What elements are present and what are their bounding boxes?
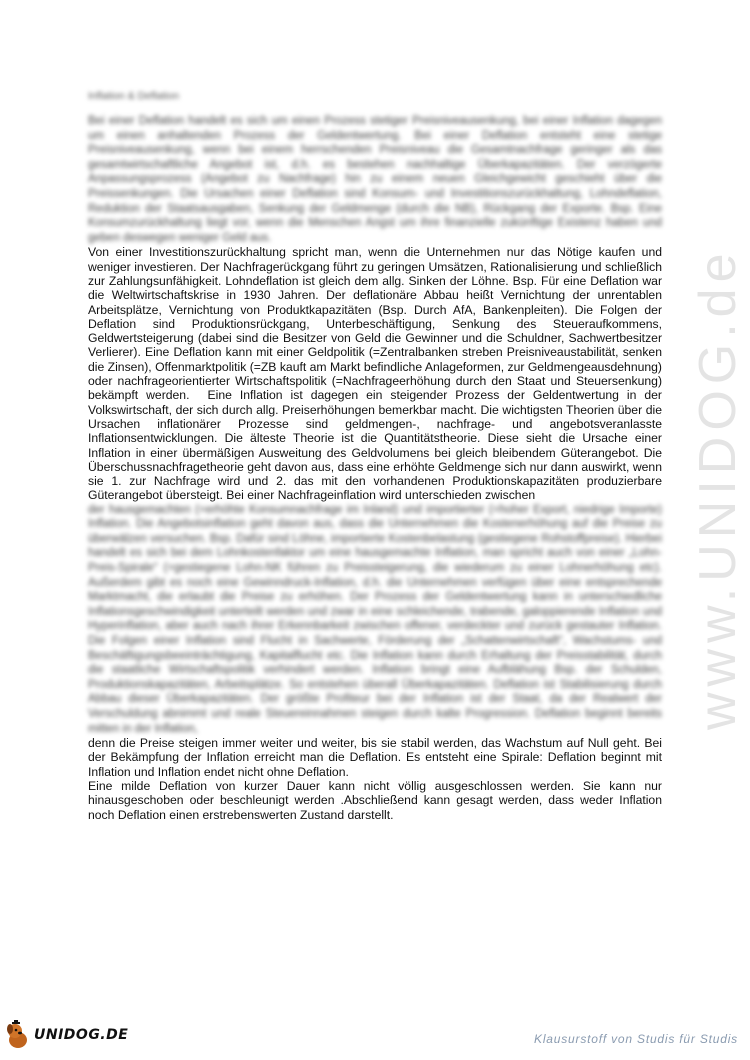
paragraph-main [88, 245, 662, 502]
footer-tagline: Klausurstoff von Studis für Studis [534, 1032, 738, 1046]
document-title: Inflation & Deflation [88, 90, 180, 102]
dog-mascot-icon [4, 1020, 32, 1050]
watermark: www.UNIDOG.de [689, 247, 747, 730]
paragraph-bottom-2: Eine milde Deflation von kurzer Dauer kann nicht völlig ausgeschlossen werden. Sie kann nur hinausgeschoben oder beschleunigt werden .Abschließend kann gesagt werden, dass weder Inflation noch Deflation einen erstrebenswerten Zustand darstellt. [88, 779, 662, 822]
paragraph-bottom-1: denn die Preise steigen immer weiter und weiter, bis sie stabil werden, das Wachstum auf Null geht. Bei der Bekämpfung der Inflation erreicht man die Deflation. Es entsteht eine Spirale: Deflation beginnt mit Inflation und Inflation endet nicht ohne Deflation. [88, 736, 662, 779]
blurred-paragraph-top: Bei einer Deflation handelt es sich um einen Prozess stetiger Preisniveausenkung, bei einer Inflation dagegen um einen anhaltenden Prozess der Geldentwertung. Bei einer Deflation entsteht eine stetige Preisniveausenkung, wenn bei einem herrschenden Preisniveau die Gesamtnachfrage geringer als das gesamtwirtschaftliche Angebot ist, d.h. es bestehen nachhaltige Überkapazitäten. Der verzögerte Anpassungsprozess (Angebot zu Nachfrage) hin zu einem neuen Gleichgewicht geschieht über die Preissenkungen. Die Ursachen einer Deflation sind Konsum- und Investitionszurückhaltung, Lohndeflation, Reduktion der Staatsausgaben, Senkung der Geldmenge (durch die NB), Rückgang der Exporte. Bsp. Eine Konsumzurückhaltung liegt vor, wenn die Menschen Angst um ihre finanzielle zukünftige Existenz haben und geben deswegen weniger Geld aus. [88, 115, 662, 244]
paragraph-deflation: Von einer Investitionszurückhaltung spricht man, wenn die Unternehmen nur das Nötige kaufen und weniger investieren. Der Nachfragerückgang führt zu geringen Umsätzen, Rationalisierung und schließlich zur Zahlungsunfähigkeit. Lohndeflation ist gleich dem allg. Sinken der Löhne. Bsp. Für eine Deflation war die Weltwirtschaftskrise in 1930 Jahren. Der deflationäre Abbau heißt Vernichtung der unrentablen Arbeitsplätze, Vernichtung von Produktkapazitäten (Bsp. Durch AfA, Bankenpleiten). Die Folgen der Deflation sind Produktionsrückgang, Unterbeschäftigung, Senkung des Steueraufkommens, Geldwertsteigerung (dabei sind die Besitzer von Geld die Gewinner und die Schuldner, Sachwertbesitzer Verlierer). Eine Deflation kann mit einer Geldpolitik (=Zentralbanken streben Preisniveaustabilität, senken die Zinsen), Offenmarktpolitik (=ZB kauft am Markt befindliche Anlageformen, zur Geldmengeausdehnung) oder nachfrageorientierter Wirtschaftspolitik (=Nachfrageerhöhung durch den Staat und Steuersenkung) bekämpft werden. [88, 245, 662, 403]
paragraph-inflation: Eine Inflation ist dagegen ein steigender Prozess der Geldentwertung in der Volkswirtschaft, der sich durch allg. Preiserhöhungen bemerkbar macht. Die wichtigsten Theorien über die Ursachen inflationärer Prozesse sind geldmengen-, nachfrage- und angebotsveranlasste Inflationsentwicklungen. Die älteste Theorie ist die Quantitätstheorie. Diese sieht die Ursache einer Inflation in einer übermäßigen Ausweitung des Geldvolumens bei gleich bleibendem Güterangebot. Die Überschussnachfragetheorie geht davon aus, dass eine erhöhte Geldmenge sich nur dann auswirkt, wenn sie 1. zur Nachfrage wird und 2. das mit den vorhandenen Produktionskapazitäten produzierbare Güterangebot übersteigt. Bei einer Nachfrageinflation wird unterschieden zwischen [88, 388, 662, 503]
logo-text: UNIDOG.DE [34, 1027, 129, 1043]
document [88, 90, 662, 822]
blurred-paragraph-middle: der hausgemachten (=erhöhte Konsumnachfrage im Inland) und importierter (=hoher Export, niedrige Importe) Inflation. Die Angebotsinflation geht davon aus, dass die Unternehmen die Kostenerhöhung auf die Preise zu überwälzen versuchen. Bsp. Dafür sind Löhne, importierte Kostenbelastung (gestiegene Rohstoffpreise). Hierbei handelt es sich bei dem Lohnkostenfaktor um eine hausgemachte Inflation, man spricht auch von einer „Lohn-Preis-Spirale“ (=gestiegene Lohn-NK führen zu Preissteigerung, die wiederum zu einer Lohnerhöhung etc). Außerdem gibt es noch eine Gewinndruck-Inflation, d.h. die Unternehmen verfügen über eine entsprechende Marktmacht, die erlaubt die Preise zu erhöhen. Der Prozess der Geldentwertung kann in unterschiedliche Inflationsgeschwindigkeit unterteilt werden und zwar in eine schleichende, trabende, galoppierende Inflation und Hyperinflation, aber auch nach ihrer Erkennbarkeit zwischen offener, verdeckter und zurück gestauter Inflation. Die Folgen einer Inflation sind Flucht in Sachwerte, Förderung der „Schattenwirtschaft“, Wachstums- und Beschäftigungsbeeinträchtigung, Kapitalflucht etc. Die Inflation kann durch Erhaltung der Preisstabilität, durch die staatliche Wirtschaftspolitik verhindert werden. Inflation bringt eine Aufblähung Bsp. der Schulden, Produktionskapazitäten, Arbeitsplätze. So entstehen überall Überkapazitäten. Deflation ist Stabilisierung durch Abbau dieser Überkapazitäten. Der größte Profiteur bei der Inflation ist der Staat, da der Realwert der Verschuldung abnimmt und reale Steuereinnahmen steigen durch kalte Progression. Deflation beginnt bereits mitten in der Inflation, [88, 503, 662, 735]
unidog-logo[interactable] [4, 1020, 128, 1050]
